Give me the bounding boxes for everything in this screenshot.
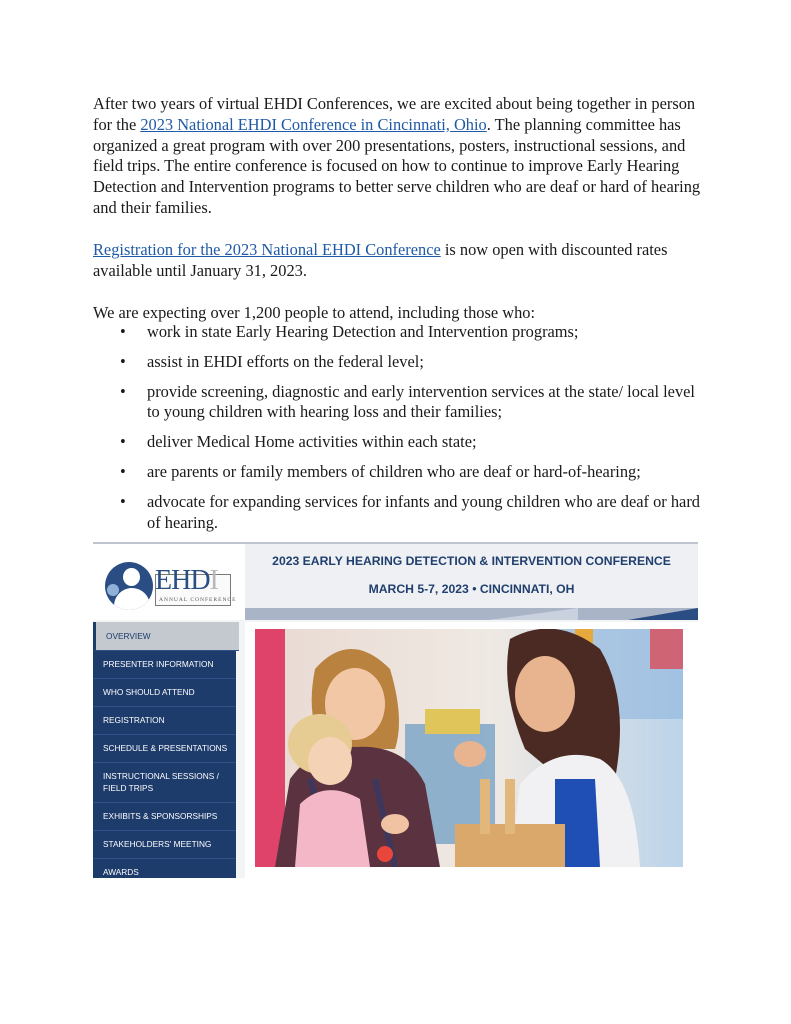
nav-item-stakeholders[interactable]: STAKEHOLDERS' MEETING bbox=[93, 830, 236, 859]
list-item bbox=[120, 492, 710, 534]
bullet-icon: • bbox=[120, 351, 126, 371]
list-item bbox=[120, 432, 710, 453]
intro-paragraph bbox=[93, 94, 703, 219]
list-item-text: are parents or family members of children who are deaf or hard-of-hearing; bbox=[147, 461, 641, 481]
list-item-text: assist in EHDI efforts on the federal level; bbox=[147, 351, 424, 371]
logo-subtitle: ANNUAL CONFERENCE bbox=[159, 597, 237, 603]
banner-date-location: MARCH 5-7, 2023 • CINCINNATI, OH bbox=[368, 582, 575, 596]
hero-photo-frame bbox=[245, 622, 698, 878]
nav-item-schedule[interactable]: SCHEDULE & PRESENTATIONS bbox=[93, 734, 236, 763]
nav-item-who-should-attend[interactable]: WHO SHOULD ATTEND bbox=[93, 678, 236, 707]
mother-child-and-educator-photo bbox=[255, 629, 683, 867]
nav-item-presenter-information[interactable]: PRESENTER INFORMATION bbox=[93, 650, 236, 679]
banner-title: 2023 EARLY HEARING DETECTION & INTERVENTION CONFERENCE bbox=[272, 554, 671, 568]
bullet-icon: • bbox=[120, 432, 126, 452]
bullet-icon: • bbox=[120, 381, 126, 401]
list-item-text: provide screening, diagnostic and early intervention services at the state/ local level to young children with hearing loss and their families; bbox=[147, 381, 695, 422]
bullet-icon: • bbox=[120, 461, 126, 481]
intro-text-before: After two years of virtual EHDI Conferences, we are excited about being together in person for the bbox=[93, 94, 696, 134]
list-item-text: deliver Medical Home activities within each state; bbox=[147, 432, 477, 452]
intro-text-after: . The planning committee has organized a great program with over 200 presentations, posters, instructional sessions, and field trips. The entire conference is focused on how to continue to improve Early Hearing Detection and Intervention programs to better serve children who are deaf or hard of hearing and their families. bbox=[93, 114, 701, 217]
nav-item-instructional-sessions[interactable]: INSTRUCTIONAL SESSIONS / FIELD TRIPS bbox=[93, 762, 236, 803]
logo-wordmark: EHDI bbox=[155, 565, 218, 596]
attendees-intro bbox=[93, 303, 703, 324]
list-item bbox=[120, 322, 710, 343]
banner-stripe bbox=[245, 608, 698, 620]
ehdi-logo bbox=[93, 544, 245, 620]
conference-banner bbox=[245, 544, 698, 608]
list-item-text: advocate for expanding services for infants and young children who are deaf or hard of hearing. bbox=[147, 491, 700, 532]
list-item-text: work in state Early Hearing Detection and Intervention programs; bbox=[147, 322, 579, 341]
registration-link[interactable]: Registration for the 2023 National EHDI Conference bbox=[93, 240, 441, 259]
bullet-icon: • bbox=[120, 322, 126, 341]
nav-item-exhibits[interactable]: EXHIBITS & SPONSORSHIPS bbox=[93, 802, 236, 831]
bullet-icon: • bbox=[120, 491, 126, 511]
registration-text: is now open with discounted rates available until January 31, 2023. bbox=[93, 240, 668, 280]
conference-website-screenshot bbox=[93, 542, 698, 878]
nav-item-awards[interactable]: AWARDS bbox=[93, 858, 236, 878]
nav-item-overview[interactable]: OVERVIEW bbox=[93, 622, 239, 651]
nav-item-registration[interactable]: REGISTRATION bbox=[93, 706, 236, 735]
registration-paragraph bbox=[93, 240, 703, 282]
list-item bbox=[120, 382, 710, 424]
attendee-list bbox=[120, 322, 710, 542]
conference-link[interactable]: 2023 National EHDI Conference in Cincinnati, Ohio bbox=[140, 114, 487, 134]
ehdi-logo-family-icon bbox=[105, 562, 153, 610]
site-sidebar-nav bbox=[93, 622, 236, 878]
list-item bbox=[120, 352, 710, 373]
list-item bbox=[120, 462, 710, 483]
attendees-intro-text: We are expecting over 1,200 people to attend, including those who: bbox=[93, 303, 536, 322]
